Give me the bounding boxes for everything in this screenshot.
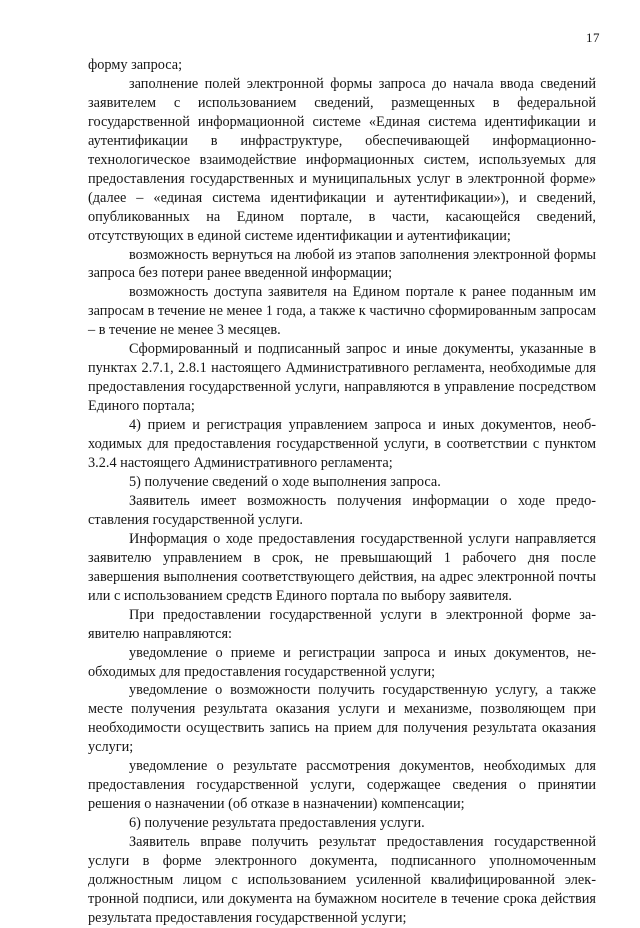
- paragraph: При предоставлении государственной услуги в электронной форме заявителю направляются:: [88, 606, 596, 642]
- paragraph: уведомление о результате рассмотрения документов, необходимых для предоставления государственной услуги, содержащее сведения о принятии решения о назначении (об отказе в назначении) компенсации;: [88, 758, 596, 813]
- paragraph: заполнение полей электронной формы запроса до начала ввода сведений заявителем с использованием сведений, размещенных в федеральной государственной информационной системе «Единая система идентификации и аутентификации в инфраструктуре, обеспечивающей информационно-технологическое взаимодействие информационных систем, используемых для предоставления государственных и муниципальных услуг в электронной форме» (далее – «единая система идентификации и аутентификации»), и сведений, опубликованных на Едином портале, в части, касающейся сведений, отсутствующих в единой системе идентификации и аутентификации;: [88, 75, 596, 244]
- paragraph: Сформированный и подписанный запрос и иные документы, указанные в пунктах 2.7.1, 2.8.1 настоящего Административного регламента, необходимые для предоставления государственной услуги, направляются в управление посредством Единого портала;: [88, 341, 596, 415]
- paragraph: Заявитель имеет возможность получения информации о ходе предоставления государственной услуги.: [88, 492, 596, 528]
- page-number: 17: [586, 30, 600, 45]
- paragraph: 4) прием и регистрация управлением запроса и иных документов, необходимых для предоставления государственной услуги, в соответствии с пунктом 3.2.4 настоящего Административного регламента;: [88, 417, 596, 472]
- paragraph: возможность вернуться на любой из этапов заполнения электронной формы запроса без потери ранее введенной информации;: [88, 246, 596, 282]
- paragraph: Информация о ходе предоставления государственной услуги направляется заявителю управлением в срок, не превышающий 1 рабочего дня после завершения выполнения соответствующего действия, на адрес электронной почты или с использованием средств Единого портала по выбору заявителя.: [88, 530, 596, 604]
- body-text: [88, 56, 596, 928]
- paragraph: 5) получение сведений о ходе выполнения запроса.: [129, 473, 441, 490]
- paragraph: форму запроса;: [88, 57, 183, 73]
- paragraph: уведомление о возможности получить государственную услугу, а также месте получения результата оказания услуги и механизме, позволяющем при необходимости осуществить запись на прием для получения результата оказания услуги;: [88, 682, 596, 756]
- paragraph: возможность доступа заявителя на Едином портале к ранее поданным им запросам в течение не менее 1 года, а также к частично сформированным запросам – в течение не менее 3 месяцев.: [88, 284, 596, 339]
- paragraph: уведомление о приеме и регистрации запроса и иных документов, необходимых для предоставления государственной услуги;: [88, 644, 596, 680]
- paragraph: 6) получение результата предоставления услуги.: [129, 815, 425, 832]
- paragraph: Заявитель вправе получить результат предоставления государственной услуги в форме электронного документа, подписанного уполномоченным должностным лицом с использованием усиленной квалифицированной электронной подписи, или документа на бумажном носителе в течение срока действия результата предоставления государственной услуги;: [88, 834, 596, 926]
